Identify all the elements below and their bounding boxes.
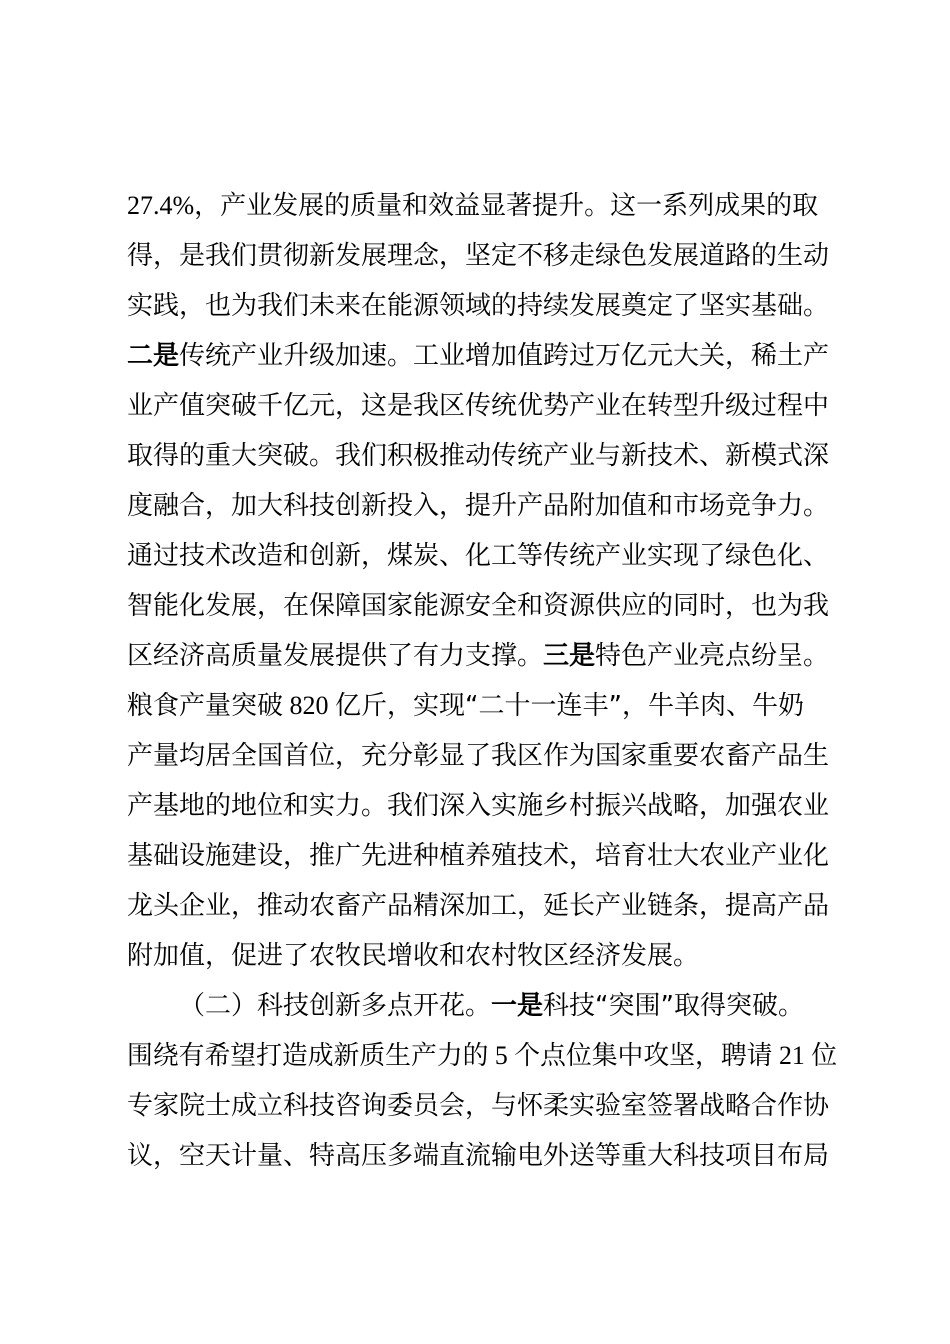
text-segment: 取得的重大突破。我们积极推动传统产业与新技术、新模式深 [127, 441, 830, 471]
text-segment: 亿斤，实现“二十一连丰”，牛羊肉、牛奶 [335, 691, 804, 721]
text-segment: 通过技术改造和创新，煤炭、化工等传统产业实现了绿色化、 [127, 541, 830, 571]
text-segment: 粮食产量突破 [127, 691, 284, 721]
bold-lead: 二是 [127, 341, 180, 371]
text-segment: 度融合，加大科技创新投入，提升产品附加值和市场竞争力。 [127, 491, 830, 521]
text-segment: 传统产业升级加速。工业增加值跨过万亿元大关，稀土产 [179, 341, 830, 371]
number-text: 820 [283, 691, 336, 720]
text-line [127, 1081, 837, 1131]
text-line [127, 281, 837, 331]
text-line [127, 581, 837, 631]
text-segment: 产基地的地位和实力。我们深入实施乡村振兴战略，加强农业 [127, 791, 830, 821]
text-segment: 特色产业亮点纷呈。 [595, 641, 830, 671]
bold-lead: 三是 [543, 641, 596, 671]
text-line [127, 931, 837, 981]
bold-lead: 一是 [491, 991, 544, 1021]
text-segment: 科技“突围”取得突破。 [543, 991, 804, 1021]
text-line [127, 1131, 837, 1181]
text-line [179, 981, 889, 1031]
text-line [127, 1031, 838, 1081]
text-segment: 围绕有希望打造成新质生产力的 [127, 1041, 489, 1071]
text-segment: 产量均居全国首位，充分彰显了我区作为国家重要农畜产品生 [127, 741, 830, 771]
number-text: 27.4% [127, 191, 195, 220]
number-text: 5 [488, 1041, 515, 1070]
text-segment: ，产业发展的质量和效益显著提升。这一系列成果的取 [194, 191, 819, 221]
text-line [127, 731, 837, 781]
text-line [127, 781, 837, 831]
text-line [127, 531, 837, 581]
text-line [127, 331, 837, 381]
text-line [127, 431, 837, 481]
text-line [127, 231, 837, 281]
text-segment: 专家院士成立科技咨询委员会，与怀柔实验室签署战略合作协 [127, 1091, 830, 1121]
text-line [127, 381, 837, 431]
text-segment: 智能化发展，在保障国家能源安全和资源供应的同时，也为我 [127, 591, 830, 621]
text-segment: 实践，也为我们未来在能源领域的持续发展奠定了坚实基础。 [127, 291, 830, 321]
text-segment: 个点位集中攻坚，聘请 [514, 1041, 773, 1071]
text-segment: （二）科技创新多点开花。 [179, 991, 492, 1021]
text-segment: 区经济高质量发展提供了有力支撑。 [127, 641, 544, 671]
text-line [127, 181, 837, 231]
text-segment: 业产值突破千亿元，这是我区传统优势产业在转型升级过程中 [127, 391, 830, 421]
text-segment: 议，空天计量、特高压多端直流输电外送等重大科技项目布局 [127, 1141, 830, 1171]
number-text: 21 [772, 1041, 812, 1070]
text-line [127, 881, 837, 931]
text-segment: 附加值，促进了农牧民增收和农村牧区经济发展。 [127, 941, 700, 971]
text-segment: 基础设施建设，推广先进种植养殖技术，培育壮大农业产业化 [127, 841, 830, 871]
text-segment: 龙头企业，推动农畜产品精深加工，延长产业链条，提高产品 [127, 891, 830, 921]
text-line [127, 481, 837, 531]
text-line [127, 831, 837, 881]
text-line [127, 681, 837, 731]
text-segment: 位 [811, 1041, 838, 1071]
text-segment: 得，是我们贯彻新发展理念，坚定不移走绿色发展道路的生动 [127, 241, 830, 271]
text-line [127, 631, 837, 681]
